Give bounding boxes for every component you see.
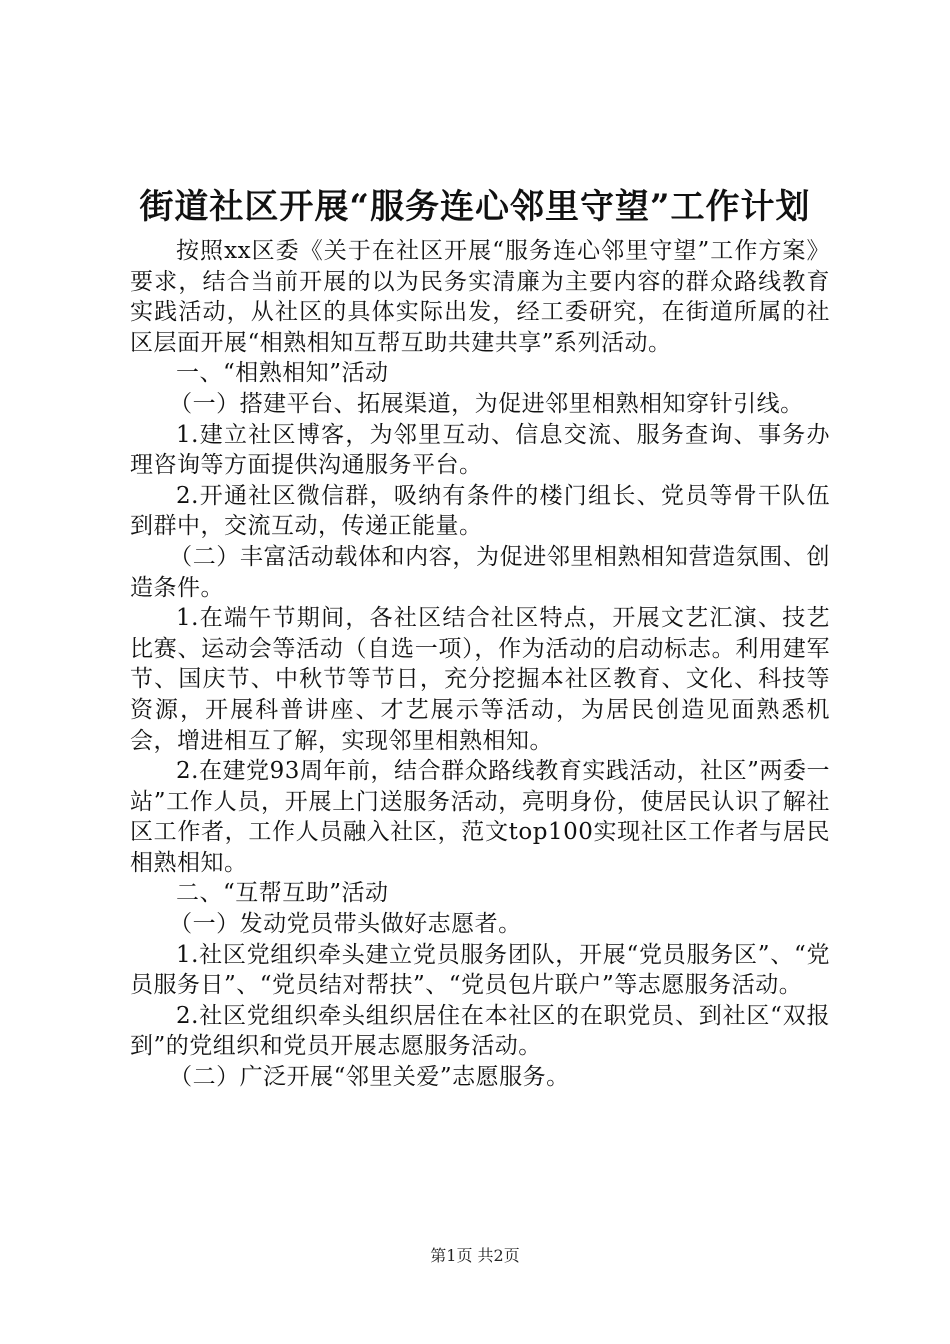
document-title: 街道社区开展“服务连心邻里守望”工作计划 (139, 187, 811, 227)
paragraph-item: 2.社区党组织牵头组织居住在本社区的在职党员、到社区“双报到”的党组织和党员开展志愿服务活动。 (130, 1002, 830, 1060)
paragraph-item: 2.在建党93周年前，结合群众路线教育实践活动，社区”两委一站”工作人员，开展上门送服务活动，亮明身份，使居民认识了解社区工作者，工作人员融入社区，范文top100实现社区工作者与居民相熟相知。 (130, 758, 830, 876)
heading-subsection-1-1: （一）搭建平台、拓展渠道，为促进邻里相熟相知穿针引线。 (169, 390, 804, 417)
paragraph-item: 1.在端午节期间，各社区结合社区特点，开展文艺汇演、技艺比赛、运动会等活动（自选一项），作为活动的启动标志。利用建军节、国庆节、中秋节等节日，充分挖掘本社区教育、文化、科技等资源，开展科普讲座、才艺展示等活动，为居民创造见面熟悉机会，增进相互了解，实现邻里相熟相知。 (130, 605, 830, 754)
heading-section-1: 一、“相熟相知”活动 (176, 360, 389, 387)
heading-subsection-1-2: （二）丰富活动载体和内容，为促进邻里相熟相知营造氛围、创造条件。 (130, 543, 830, 601)
page-footer: 第1页 共2页 (430, 1246, 520, 1265)
paragraph-item: 1.社区党组织牵头建立党员服务团队，开展“党员服务区”、“党员服务日”、“党员结对帮扶”、“党员包片联户”等志愿服务活动。 (130, 941, 830, 999)
heading-subsection-2-1: （一）发动党员带头做好志愿者。 (169, 911, 522, 938)
paragraph-item: 1.建立社区博客，为邻里互动、信息交流、服务查询、事务办理咨询等方面提供沟通服务平台。 (130, 421, 830, 479)
heading-subsection-2-2: （二）广泛开展“邻里关爱”志愿服务。 (169, 1064, 570, 1091)
heading-section-2: 二、“互帮互助”活动 (176, 880, 389, 907)
document-body (130, 236, 830, 1093)
paragraph-intro: 按照xx区委《关于在社区开展“服务连心邻里守望”工作方案》要求，结合当前开展的以为民务实清廉为主要内容的群众路线教育实践活动，从社区的具体实际出发，经工委研究，在街道所属的社区层面开展“相熟相知互帮互助共建共享”系列活动。 (130, 238, 830, 356)
paragraph-item: 2.开通社区微信群，吸纳有条件的楼门组长、党员等骨干队伍到群中，交流互动，传递正能量。 (130, 482, 830, 540)
